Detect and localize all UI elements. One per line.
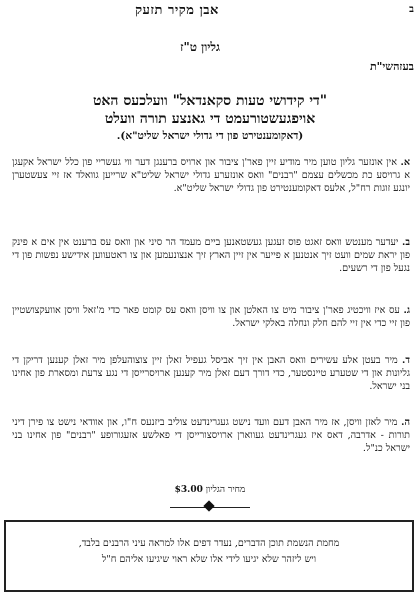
paragraph-number: א. <box>400 157 410 168</box>
paragraph-text: מיר לאזן וויסן, אז מיר האבן דעם וועד נישט געגרינדעט צוליב ביזנעס ח"ו, און אוודאי נישט צו פירן דיני תורות - אדרבה, דאס איז געגרינדעט געווארן ארויסצורייסן די פאלשע אזעגורופע "רבנים" פון אחינו בני ישראל כנ"ל. <box>12 417 410 454</box>
paragraph-1 <box>12 156 410 195</box>
price-amount: $3.00 <box>174 485 203 495</box>
paragraph-number: ד. <box>402 355 410 366</box>
headline <box>24 92 396 128</box>
footer-notice-box <box>4 520 414 592</box>
corner-mark: ב <box>409 4 414 15</box>
footer-line-2: ויש ליזהר שלא יגיעו לידי אלו שלא ראוי שיגיעו אליהם ח"ל <box>101 554 317 565</box>
paragraph-3 <box>12 304 410 330</box>
paragraph-2 <box>12 236 410 275</box>
paragraph-text: יעדער מענטש וואס זאגט פוס זעגען געשטאנען ביים מעמד הר סיני און וואס עס ברענט אין אים א פינק פון יראת שמים וועט זיך אנטנען א פייער אין זיין הארץ זיך אנצונעמען און צו ראטעווען אידישע נפשות פון די נגעל פון די רשעים. <box>12 237 410 274</box>
paragraph-text: מיר בעטן אלע עשירים וואס האבן אין זיך אביסל געפיל זאלן זיין צוצוהעלפן מיר זאלן קענען דריקן די גליונות און די שטערע טיינסטער, כדי דורך דעם זאלן מיר קענען ארויסרייסן די נגע צרעת ומסארת פון אחינו בני ישראל. <box>12 355 410 392</box>
paragraph-number: ב. <box>402 237 410 248</box>
organization-title: אבן מקיר תזעק <box>135 3 219 18</box>
headline-line-1: "די קידושי טעות סקאנדאל" וועלכעס האט <box>92 93 328 109</box>
headline-line-2: אויפגעשטורעמט די גאנצע תורה וועלט <box>104 111 316 127</box>
paragraph-text: אין אונזער גליון טוען מיר מודיע זיין פאר'ן ציבור און ארויס ברענגן דער ווי געשריי פון כלל ישראל אקעגן א גרויסע כת מכשלים עצמם "רבנים" וואס אונזערע גדולי ישראל שליט"א שרייען גוואלד אז זיי צעשטערן יונגע זוגות רח"ל, אלעס דאקומענטירט פון גדולי ישראל שליט"א. <box>12 157 410 194</box>
issue-number: גליון ט"ז <box>180 40 220 54</box>
diamond-ornament <box>203 500 214 511</box>
footer-line-1: מחמת הנשמת תוכן הדברים, נעדר דפים אלו למראה עיני הרבנים בלבד, <box>78 538 340 549</box>
paragraph-4 <box>12 354 410 393</box>
blessing-header: בעזהשי"ת <box>369 60 414 73</box>
subheadline: (דאקומענטירט פון די גדולי ישראל שליט"א). <box>116 130 304 142</box>
paragraph-text: עס איז וויכטיג פאר'ן ציבור מיט צו האלטן און צו וויסן וואס עס קומט פאר כדי מ'זאל וויסן אוועקצושטיין פון זיי כדי אין זיי להם חלק ונחלה באלקי ישראל. <box>12 305 410 329</box>
paragraph-5 <box>12 416 410 455</box>
price-label: מחיר הגליון <box>205 485 246 495</box>
paragraph-number: ה. <box>401 417 410 428</box>
price-line <box>0 484 420 495</box>
paragraph-number: ג. <box>403 305 410 316</box>
